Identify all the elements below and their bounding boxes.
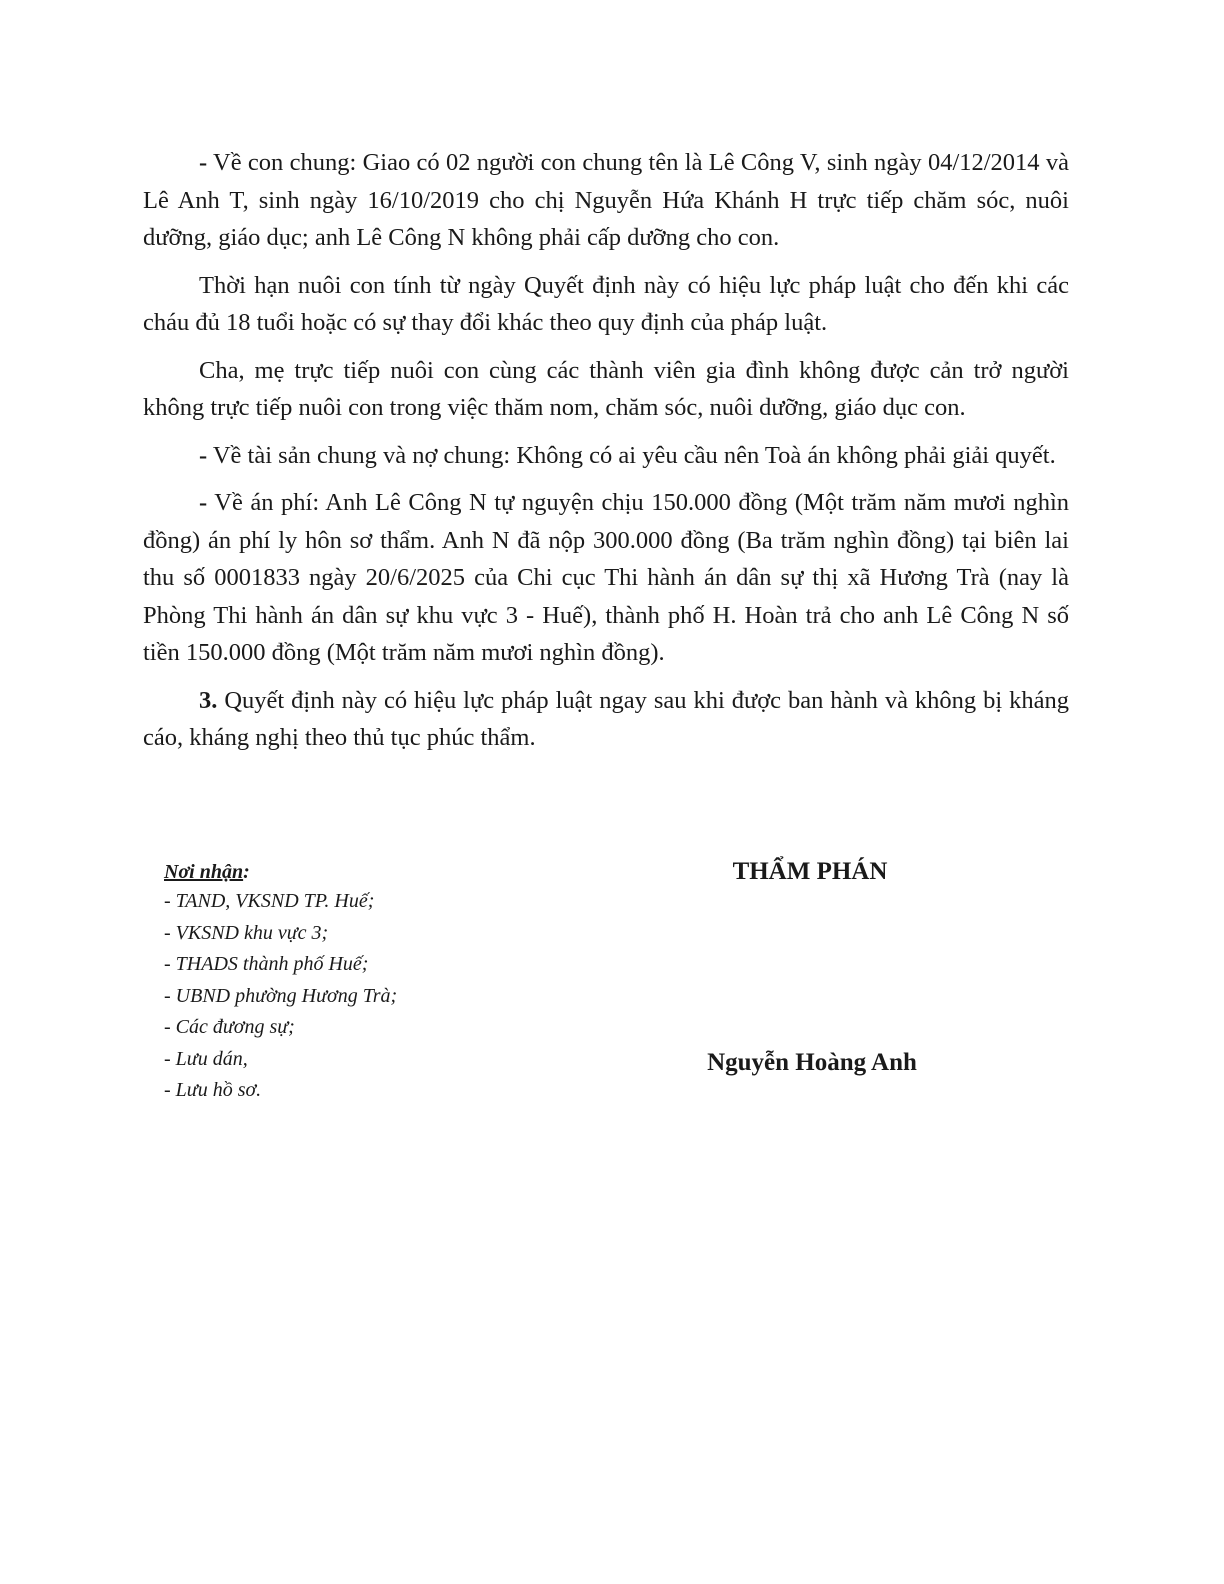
recipients-list — [164, 886, 584, 1107]
recipients-title-suffix: : — [243, 861, 250, 883]
paragraph-lead: - — [199, 441, 208, 469]
recipient-item: - TAND, VKSND TP. Huế; — [164, 890, 375, 912]
paragraph-text: Về án phí: Anh Lê Công N tự nguyện chịu 150.000 đồng (Một trăm năm mươi nghìn đồng) án phí ly hôn sơ thẩm. Anh N đã nộp 300.000 đồng (Ba trăm nghìn đồng) tại biên lai thu số 0001833 ngày 20/6/2025 của Chi cục Thi hành án dân sự thị xã Hương Trà (nay là Phòng Thi hành án dân sự khu vực 3 - Huế), thành phố H. Hoàn trả cho anh Lê Công N số tiền 150.000 đồng (Một trăm năm mươi nghìn đồng). — [143, 489, 1069, 666]
recipient-item: - Lưu hồ sơ. — [164, 1079, 262, 1101]
recipient-item: - VKSND khu vực 3; — [164, 921, 329, 944]
paragraph-number: 3. — [199, 686, 218, 714]
paragraph-text: Về con chung: Giao có 02 người con chung tên là Lê Công V, sinh ngày 04/12/2014 và Lê Anh T, sinh ngày 16/10/2019 cho chị Nguyễn Hứa Khánh H trực tiếp chăm sóc, nuôi dưỡng, giáo dục; anh Lê Công N không phải cấp dưỡng cho con. — [143, 149, 1069, 251]
recipients-block — [164, 858, 584, 1107]
decision-body — [143, 144, 1069, 767]
paragraph-visitation — [143, 352, 1069, 427]
paragraph-text: Về tài sản chung và nợ chung: Không có ai yêu cầu nên Toà án không phải giải quyết. — [207, 441, 1056, 469]
paragraph-property — [143, 437, 1069, 475]
recipient-item: - Lưu dán, — [164, 1047, 248, 1070]
signature-title: THẨM PHÁN — [732, 858, 888, 885]
paragraph-text: Thời hạn nuôi con tính từ ngày Quyết định này có hiệu lực pháp luật cho đến khi các cháu đủ 18 tuổi hoặc có sự thay đổi khác theo quy định của pháp luật. — [143, 271, 1069, 336]
recipients-title-text: Nơi nhận — [164, 861, 244, 883]
paragraph-text: Cha, mẹ trực tiếp nuôi con cùng các thành viên gia đình không được cản trở người không trực tiếp nuôi con trong việc thăm nom, chăm sóc, nuôi dưỡng, giáo dục con. — [143, 356, 1069, 421]
recipients-title — [164, 858, 584, 886]
recipient-item: - UBND phường Hương Trà; — [164, 984, 398, 1007]
recipient-item: - THADS thành phố Huế; — [164, 953, 369, 975]
paragraph-lead: - — [199, 149, 208, 176]
signature-name: Nguyễn Hoàng Anh — [707, 1049, 917, 1076]
recipient-item: - Các đương sự; — [164, 1016, 295, 1038]
paragraph-lead: - — [199, 489, 208, 516]
paragraph-court-fee — [143, 484, 1069, 672]
paragraph-custody-term — [143, 267, 1069, 342]
paragraph-effect — [143, 682, 1069, 757]
paragraph-text: Quyết định này có hiệu lực pháp luật ngay sau khi được ban hành và không bị kháng cáo, kháng nghị theo thủ tục phúc thẩm. — [143, 686, 1069, 751]
paragraph-children — [143, 144, 1069, 257]
